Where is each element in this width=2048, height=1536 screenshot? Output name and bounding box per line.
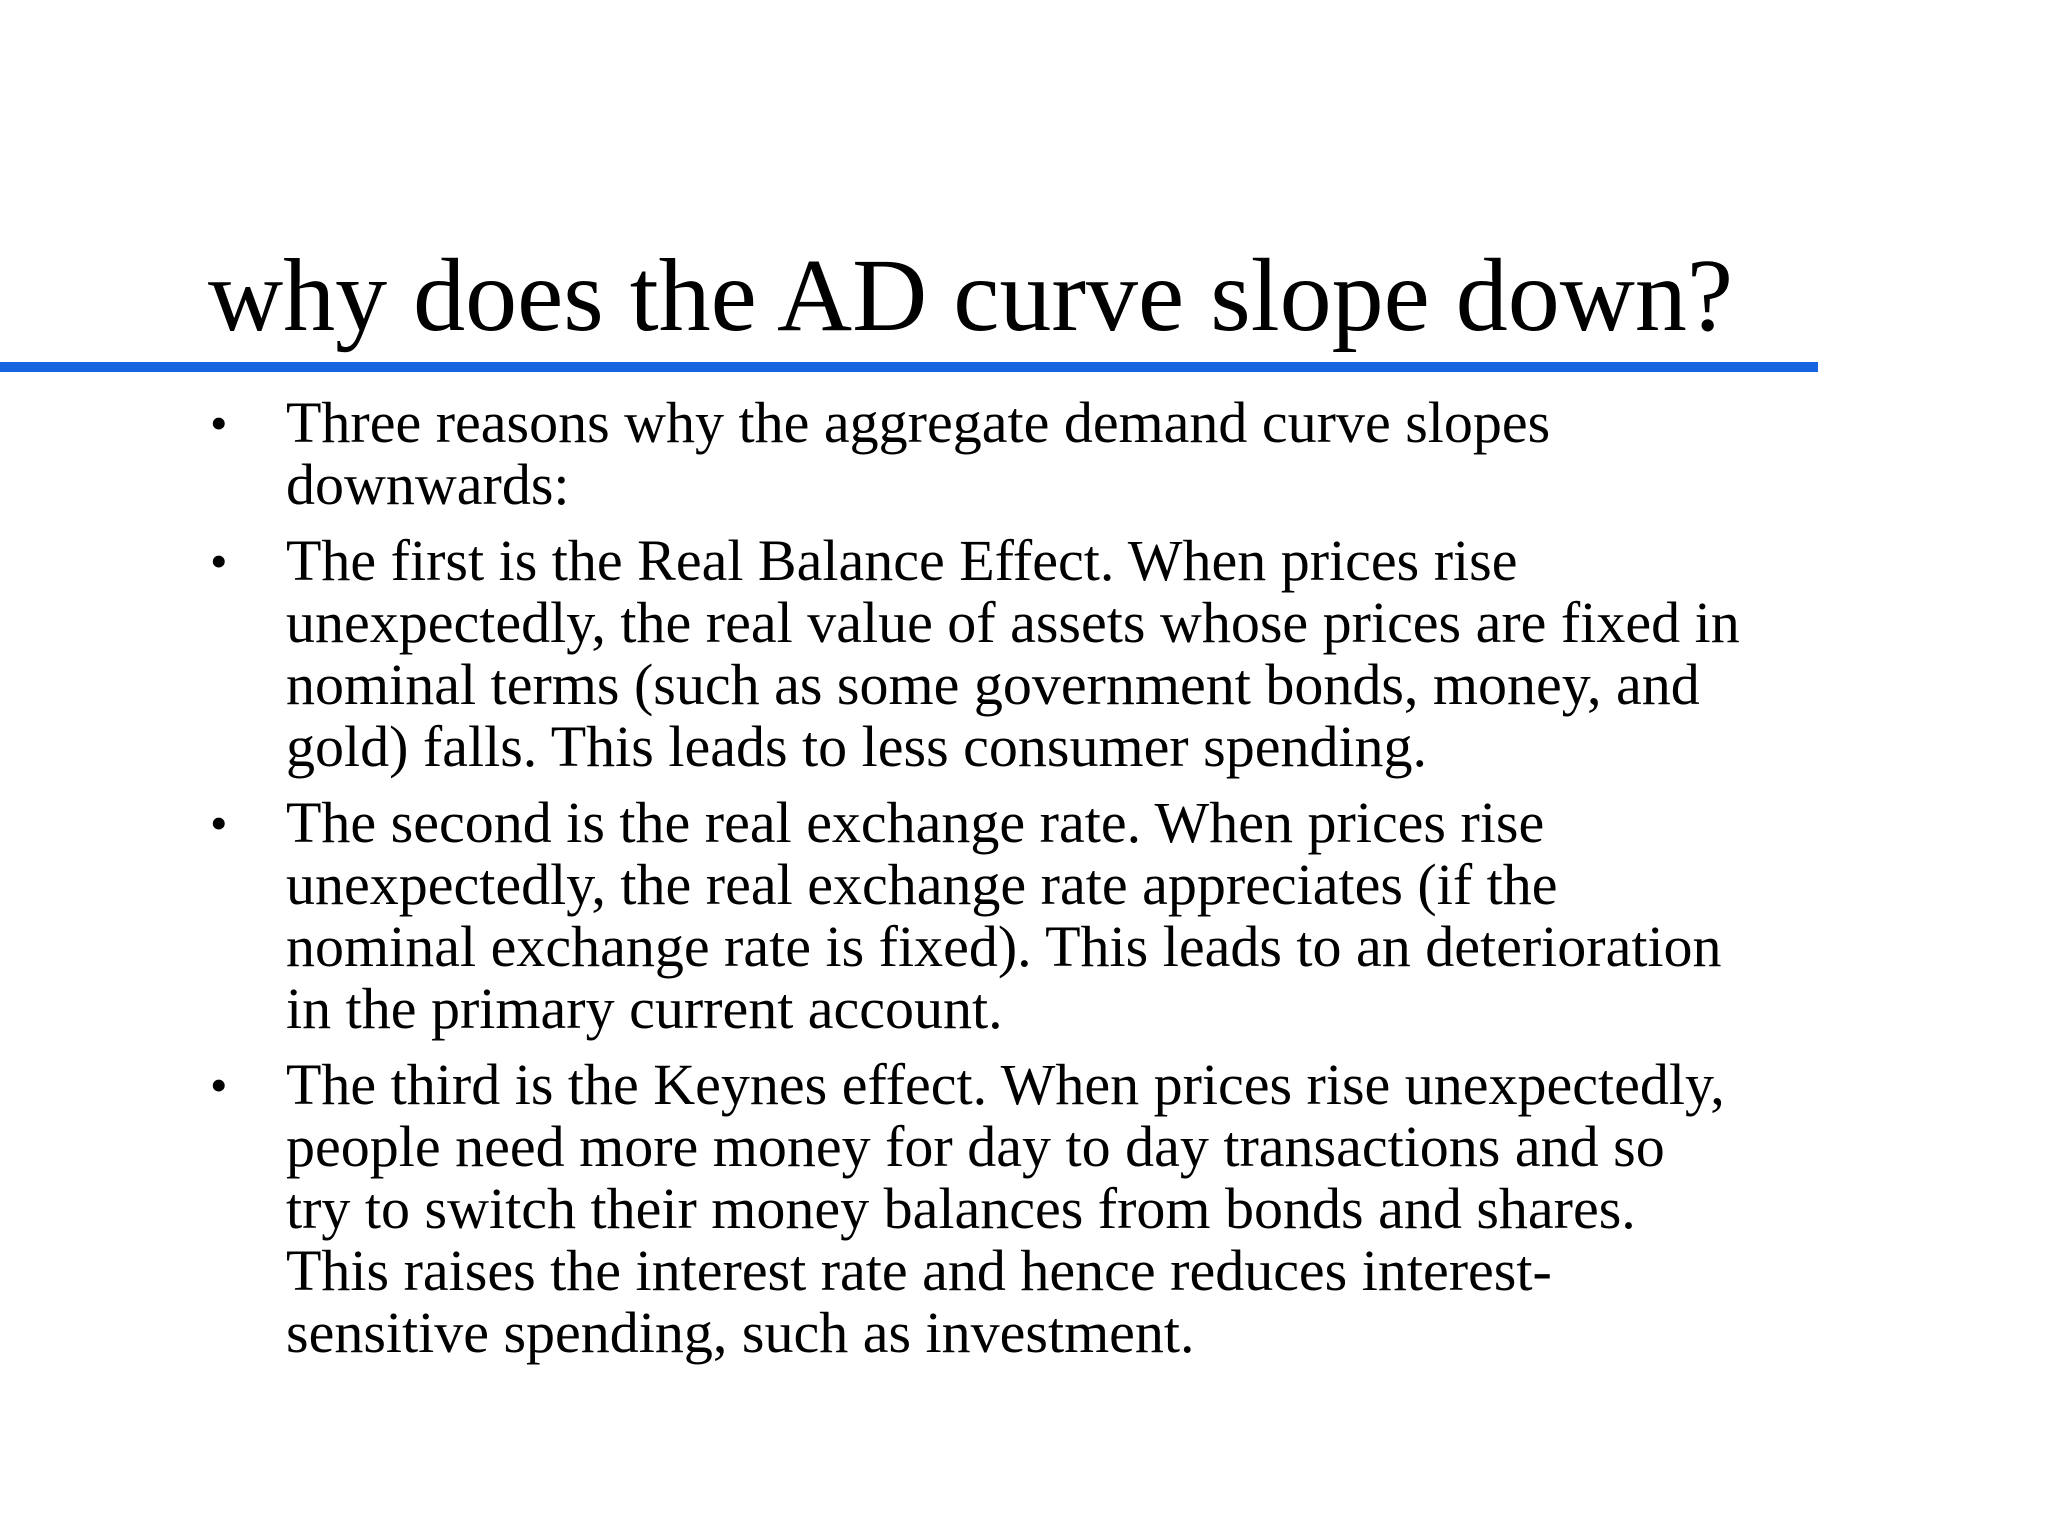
bullet-dot-icon: • [210, 395, 228, 451]
bullet-item-2 [210, 530, 1900, 778]
bullet-line: The first is the Real Balance Effect. When prices rise [286, 528, 1518, 593]
bullet-line: The second is the real exchange rate. When prices rise [286, 790, 1545, 855]
bullet-dot-icon: • [210, 1057, 228, 1113]
bullet-item-3 [210, 792, 1900, 1040]
bullet-line: downwards: [286, 452, 570, 517]
title-underline [0, 362, 1818, 372]
bullet-line: nominal exchange rate is fixed). This leads to an deterioration [286, 914, 1722, 979]
bullet-line: unexpectedly, the real value of assets whose prices are fixed in [286, 590, 1740, 655]
bullet-line: sensitive spending, such as investment. [286, 1300, 1195, 1365]
bullet-dot-icon: • [210, 795, 228, 851]
slide-title: why does the AD curve slope down? [208, 238, 1734, 353]
bullet-item-4 [210, 1054, 1900, 1364]
bullet-line: unexpectedly, the real exchange rate appreciates (if the [286, 852, 1558, 917]
bullet-dot-icon: • [210, 533, 228, 589]
bullet-line: The third is the Keynes effect. When prices rise unexpectedly, [286, 1052, 1725, 1117]
bullet-line: people need more money for day to day transactions and so [286, 1114, 1665, 1179]
bullet-line: This raises the interest rate and hence reduces interest- [286, 1238, 1552, 1303]
bullet-line: gold) falls. This leads to less consumer spending. [286, 714, 1428, 779]
bullet-line: Three reasons why the aggregate demand curve slopes [286, 390, 1551, 455]
bullet-item-1 [210, 392, 1900, 516]
bullet-line: in the primary current account. [286, 976, 1003, 1041]
bullet-list [210, 392, 1900, 1378]
bullet-line: nominal terms (such as some government bonds, money, and [286, 652, 1700, 717]
bullet-line: try to switch their money balances from bonds and shares. [286, 1176, 1636, 1241]
